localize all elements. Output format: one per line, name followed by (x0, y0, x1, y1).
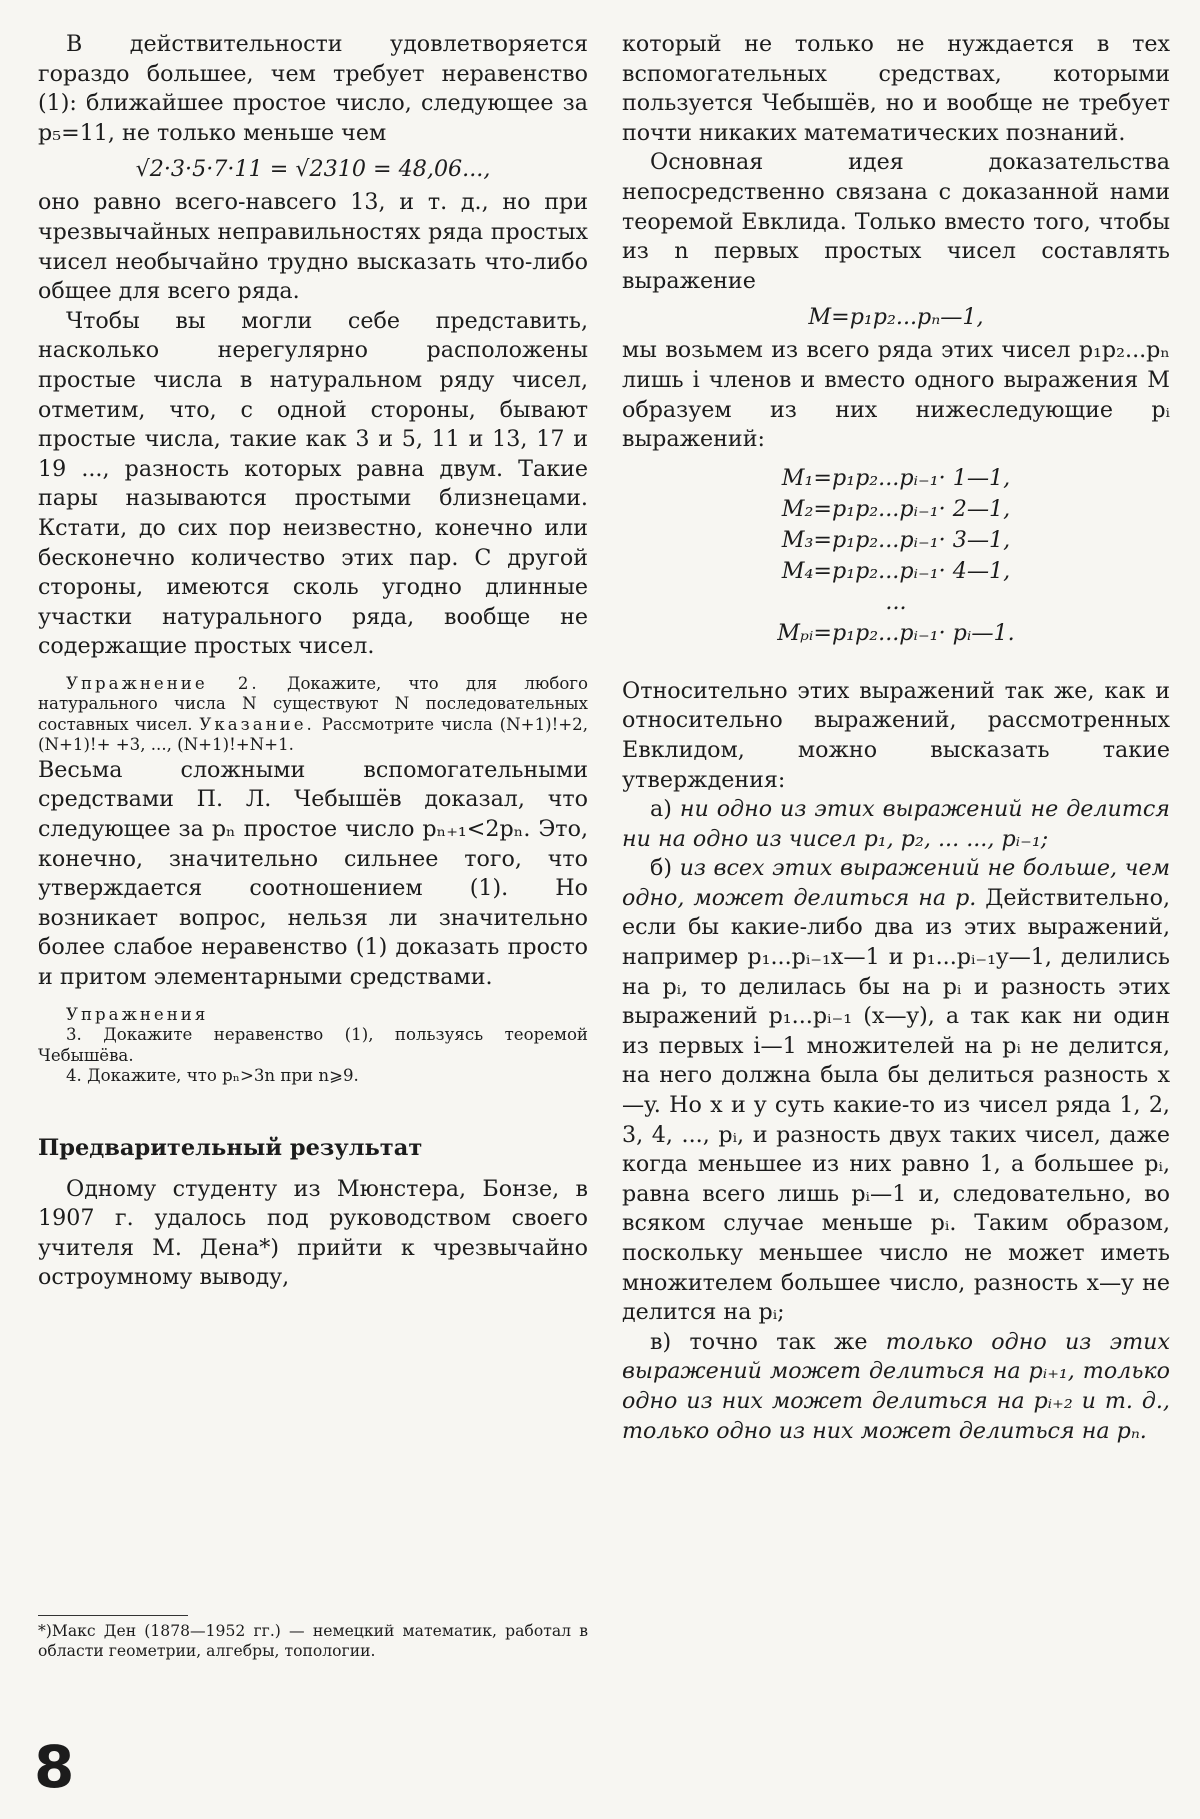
claim-text: Действительно, если бы какие-либо два из этих выражений, например p₁...pᵢ₋₁x—1 и p₁...pᵢ₋₁y—1, делились на pᵢ, то делилась бы на pᵢ и разность этих выражений p₁...pᵢ₋₁ (x—y), а так как ни один из первых i—1 множителей на pᵢ не делится, на него должна была бы делиться разность x—y. Но x и y суть какие-то из чисел ряда 1, 2, 3, 4, ..., pᵢ, и разность двух таких чисел, даже когда меньшее из них равно 1, а большее pᵢ, равна всего лишь pᵢ—1 и, следовательно, во всяком случае меньше pᵢ. Таким образом, поскольку меньшее число не может иметь множителем большее число, разность x—y не делится на pᵢ; (622, 884, 1170, 1326)
paragraph: В действительности удовлетворяется гораздо большее, чем требует неравенство (1): ближайшее простое число, следующее за p₅=11, не только меньше чем (38, 31, 588, 146)
paragraph: мы возьмем из всего ряда этих чисел p₁p₂...pₙ лишь i членов и вместо одного выражения M образуем из них нижеследующие pᵢ выражений: (622, 337, 1170, 453)
footnote: *)Макс Ден (1878—1952 гг.) — немецкий математик, работал в области геометрии, алгебры, топологии. (38, 1622, 588, 1660)
formula-sqrt: √2·3·5·7·11 = √2310 = 48,06..., (135, 156, 491, 183)
m-line: M₁=p₁p₂...pᵢ₋₁· 1—1, (781, 464, 1011, 491)
paragraph: Относительно этих выражений так же, как и относительно выражений, рассмотренных Евклидом, можно высказать такие утверждения: (622, 677, 1170, 793)
m-line: Mₚᵢ=p₁p₂...pᵢ₋₁· pᵢ—1. (777, 619, 1015, 646)
m-line: M₃=p₁p₂...pᵢ₋₁· 3—1, (781, 526, 1011, 553)
page-number: 8 (34, 1733, 75, 1801)
section-title: Предварительный результат (38, 1134, 423, 1161)
claim-italic: из всех этих выражений не больше, чем одно, может делиться на p. (622, 855, 1170, 911)
exercises-heading: Упражнения (66, 1004, 209, 1024)
hint-label: Указание. (199, 714, 315, 734)
m-line: M₂=p₁p₂...pᵢ₋₁· 2—1, (781, 495, 1011, 522)
claim-c (622, 1328, 1170, 1446)
paragraph: Весьма сложными вспомогательными средствами П. Л. Чебышёв доказал, что следующее за pₙ простое число pₙ₊₁<2pₙ. Это, конечно, значительно сильнее того, что утверждается соотношением (1). Но возникает вопрос, нельзя ли значительно более слабое неравенство (1) доказать просто и притом элементарными средствами. (38, 756, 588, 991)
claim-label: а) (650, 796, 672, 823)
m-line: ... (885, 588, 907, 615)
exercise-text: Докажите, что для любого натурального числа N существуют N последовательных составных чисел. (38, 673, 588, 734)
paragraph: Основная идея доказательства непосредственно связана с доказанной нами теоремой Евклида. Только вместо того, чтобы из n первых простых чисел составлять выражение (622, 149, 1170, 294)
claim-a (622, 795, 1170, 854)
formula-M: M=p₁p₂...pₙ—1, (808, 304, 984, 331)
claim-italic: только одно из этих выражений может делиться на pᵢ₊₁, только одно из них может делиться на pᵢ₊₂ и т. д., только одно из них может делиться на pₙ. (622, 1328, 1170, 1444)
exercise-label: Упражнение 2. (66, 673, 260, 693)
claim-label: б) (650, 855, 673, 882)
exercise-2 (38, 674, 588, 756)
claim-b (622, 854, 1170, 1328)
paragraph: который не только не нуждается в тех вспомогательных средствах, которыми пользуется Чебышёв, но и вообще не требует почти никаких математических познаний. (622, 31, 1170, 146)
paragraph: Чтобы вы могли себе представить, насколько нерегулярно расположены простые числа в натуральном ряду чисел, отметим, что, с одной стороны, бывают простые числа, такие как 3 и 5, 11 и 13, 17 и 19 ..., разность которых равна двум. Такие пары называются простыми близнецами. Кстати, до сих пор неизвестно, конечно или бесконечно количество этих пар. С другой стороны, имеются сколь угодно длинные участки натурального ряда, вообще не содержащие простых чисел. (38, 307, 588, 660)
footnote-rule (38, 1615, 188, 1616)
claim-text: ни одно из этих выражений не делится ни на одно из чисел p₁, p₂, ... ..., pᵢ₋₁; (622, 796, 1170, 852)
left-column (38, 30, 588, 1293)
exercise-4: 4. Докажите, что pₙ>3n при n⩾9. (66, 1066, 359, 1086)
paragraph: Одному студенту из Мюнстера, Бонзе, в 1907 г. удалось под руководством своего учителя М. Дена*) прийти к чрезвычайно остроумному выводу, (38, 1175, 588, 1291)
paragraph: оно равно всего-навсего 13, и т. д., но при чрезвычайных неправильностях ряда простых чисел необычайно трудно высказать что-либо общее для всего ряда. (38, 189, 588, 305)
right-column (622, 30, 1170, 1446)
hint-text: Рассмотрите числа (N+1)!+2, (N+1)!+ +3, ..., (N+1)!+N+1. (38, 714, 589, 755)
claim-label: в) точно так же (650, 1328, 868, 1355)
exercise-3: 3. Докажите неравенство (1), пользуясь теоремой Чебышёва. (38, 1025, 588, 1065)
m-expressions (622, 463, 1170, 649)
m-line: M₄=p₁p₂...pᵢ₋₁· 4—1, (781, 557, 1011, 584)
